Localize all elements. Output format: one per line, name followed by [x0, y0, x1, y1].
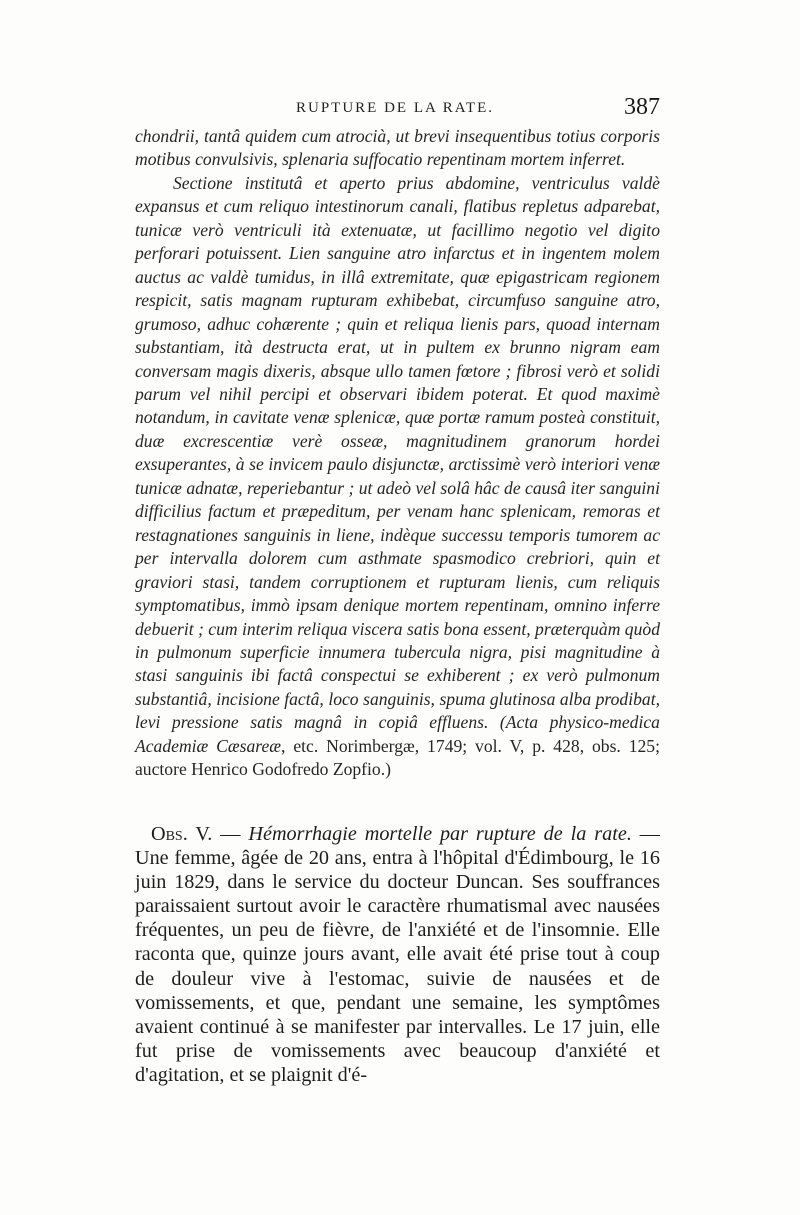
latin-paragraph-2 — [135, 172, 660, 782]
latin-paragraph-1: chondrii, tantâ quidem cum atrocià, ut brevi insequentibus totius corporis motibus convulsivis, splenaria suffocatio repentinam mortem inferret. — [135, 126, 660, 170]
latin-observation-text — [135, 125, 660, 782]
observation-body: — Une femme, âgée de 20 ans, entra à l'hôpital d'Édimbourg, le 16 juin 1829, dans le service du docteur Duncan. Ses souffrances paraissaient surtout avoir le caractère rhumatismal avec nausées fréquentes, un peu de fièvre, de l'anxiété et de l'insomnie. Elle raconta que, quinze jours avant, elle avait été prise tout à coup de douleur vive à l'estomac, suivie de nausées et de vomissements, et que, pendant une semaine, les symptômes avaient continué à se manifester par intervalles. Le 17 juin, elle fut prise de vomissements avec beaucoup d'anxiété et d'agitation, et se plaignit d'é- — [135, 823, 660, 1086]
french-observation-text — [135, 822, 660, 1087]
page-number: 387 — [624, 94, 660, 120]
page-header — [130, 94, 660, 122]
citation-details: , etc. Norimbergæ, 1749; vol. V, p. 428, obs. 125; auctore Henrico Godofredo Zopfio.) — [135, 735, 660, 780]
observation-title: Hémorrhagie mortelle par rupture de la rate. — [248, 823, 632, 845]
running-title: RUPTURE DE LA RATE. — [295, 100, 494, 116]
citation-source: Acta physico-medica Academiæ Cæsareæ — [135, 712, 660, 756]
latin-autopsy-text: Sectione institutâ et aperto prius abdomine, ventriculus valdè expansus et cum reliquo intestinorum canali, flatibus repletus adparebat, tunicæ verò ventriculi ità extenuatæ, ut facillimo negotio vel digito perforari potuissent. Lien sanguine atro infarctus et in ingentem molem auctus ac valdè tumidus, in illâ extremitate, quæ epigastricam regionem respicit, satis magnam rupturam exhibebat, circumfuso sanguine atro, grumoso, adhuc cohærente ; quin et reliqua lienis pars, quoad internam substantiam, ità destructa erat, ut in pultem ex brunno nigram eam conversam magis dixeris, absque ullo tamen fœtore ; fibrosi verò et solidi parum vel nihil percipi et observari ibidem poterat. Et quod maximè notandum, in cavitate venæ splenicæ, quæ portæ ramum posteà constituit, duæ excrescentiæ verè osseæ, magnitudinem granorum hordei exsuperantes, à se invicem paulo disjunctæ, arctissimè verò interiori venæ tunicæ adnatæ, reperiebantur ; ut adeò vel solâ hâc de causâ iter sanguini difficilius factum et præpeditum, per venam hanc splenicam, remoras et restagnationes sanguinis in liene, indèque successu temporis tumorem ac per intervalla dolorem cum asthmate spasmodico crebriori, quin et graviori stasi, tandem corruptionem et rupturam lienis, cum reliquis symptomatibus, immò ipsam denique mortem repentinam, omnino inferre debuerit ; cum interim reliqua viscera satis bona essent, præterquàm quòd in pulmonum superficie innumera tubercula nigra, pisi magnitudine à stasi sanguinis ibi factâ conspectui se exhiberent ; ex verò pulmonum substantiâ, incisione factâ, loco sanguinis, spuma glutinosa alba prodibat, levi pressione satis magnâ in copiâ effluens. ( — [135, 172, 660, 733]
observation-label: Obs. V. — [151, 823, 213, 845]
observation-dash: — — [212, 823, 249, 845]
observation-v-paragraph — [135, 822, 660, 1087]
